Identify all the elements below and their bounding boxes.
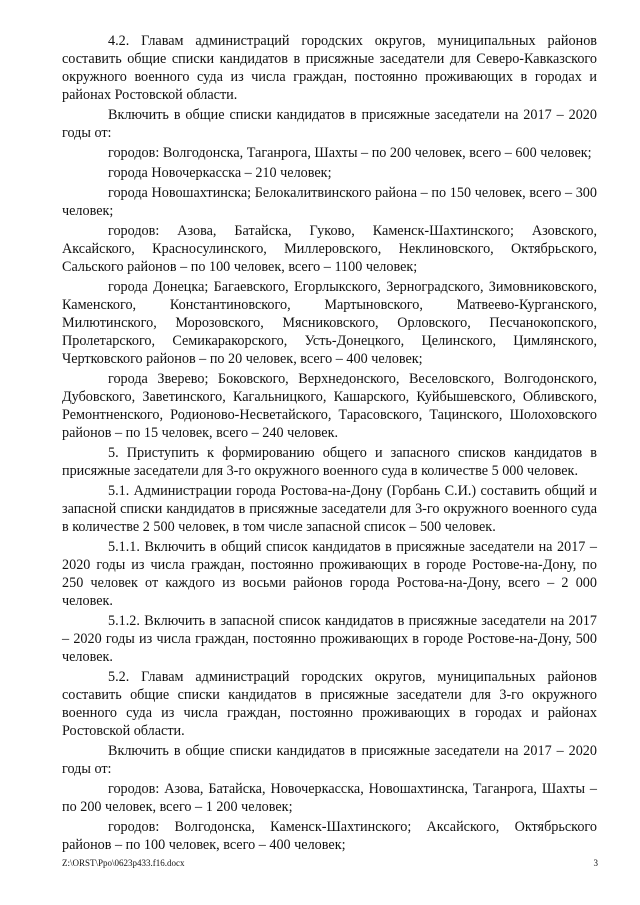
paragraph-include-intro: Включить в общие списки кандидатов в присяжные заседатели на 2017 – 2020 годы от: — [62, 743, 597, 777]
list-item: города Новошахтинска; Белокалитвинского района – по 150 человек, всего – 300 человек; — [62, 185, 597, 219]
list-item: городов: Азова, Батайска, Новочеркасска, Новошахтинска, Таганрога, Шахты – по 200 человек, всего – 1 200 человек; — [62, 781, 597, 815]
list-item: городов: Волгодонска, Каменск-Шахтинского; Аксайского, Октябрьского районов – по 100 человек, всего – 400 человек; — [62, 819, 597, 853]
page-footer — [62, 858, 598, 869]
page-number: 3 — [593, 858, 598, 868]
paragraph-5-1: 5.1. Администрации города Ростова-на-Дону (Горбань С.И.) составить общий и запасной списки кандидатов в присяжные заседатели для 3-го окружного военного суда в количестве 2 500 человек, в том числе запасной список – 500 человек. — [62, 483, 597, 535]
paragraph-5-1-2: 5.1.2. Включить в запасной список кандидатов в присяжные заседатели на 2017 – 2020 годы из числа граждан, постоянно проживающих в городе Ростове-на-Дону, 500 человек. — [62, 613, 597, 665]
paragraph-5: 5. Приступить к формированию общего и запасного списков кандидатов в присяжные заседатели для 3-го окружного военного суда в количестве 5 000 человек. — [62, 445, 597, 479]
document-body — [62, 32, 597, 856]
paragraph-4-2: 4.2. Главам администраций городских округов, муниципальных районов составить общие списки кандидатов в присяжные заседатели для Северо-Кавказского окружного военного суда из числа граждан, постоянно проживающих в городах и районах Ростовской области. — [62, 33, 597, 103]
paragraph-include-intro: Включить в общие списки кандидатов в присяжные заседатели на 2017 – 2020 годы от: — [62, 107, 597, 141]
paragraph-5-1-1: 5.1.1. Включить в общий список кандидатов в присяжные заседатели на 2017 – 2020 годы из числа граждан, постоянно проживающих в городе Ростове-на-Дону, по 250 человек от каждого из восьми районов города Ростова-на-Дону, всего – 2 000 человек. — [62, 539, 597, 609]
list-item: городов: Азова, Батайска, Гуково, Каменск-Шахтинского; Азовского, Аксайского, Красносулинского, Миллеровского, Неклиновского, Октябрьского, Сальского районов – по 100 человек, всего – 1100 человек; — [62, 223, 597, 275]
paragraph-5-2: 5.2. Главам администраций городских округов, муниципальных районов составить общие списки кандидатов в присяжные заседатели для 3-го окружного военного суда из числа граждан, постоянно проживающих в городах и районах Ростовской области. — [62, 669, 597, 739]
list-item: города Новочеркасска – 210 человек; — [108, 165, 332, 181]
list-item: городов: Волгодонска, Таганрога, Шахты – по 200 человек, всего – 600 человек; — [108, 145, 592, 161]
list-item: города Донецка; Багаевского, Егорлыкского, Зерноградского, Зимовниковского, Каменского, Константиновского, Мартыновского, Матвеево-Курганского, Милютинского, Морозовского, Мясниковского, Орловского, Песчанокопского, Пролетарского, Семикаракорского, Усть-Донецкого, Целинского, Цимлянского, Чертковского районов – по 20 человек, всего – 400 человек; — [62, 279, 597, 367]
list-item: города Зверево; Боковского, Верхнедонского, Веселовского, Волгодонского, Дубовского, Заветинского, Кагальницкого, Кашарского, Куйбышевского, Обливского, Ремонтненского, Родионово-Несветайского, Тарасовского, Тацинского, Шолоховского районов – по 15 человек, всего – 240 человек. — [62, 371, 597, 441]
file-path: Z:\ORST\Ppo\0623p433.f16.docx — [62, 858, 185, 868]
